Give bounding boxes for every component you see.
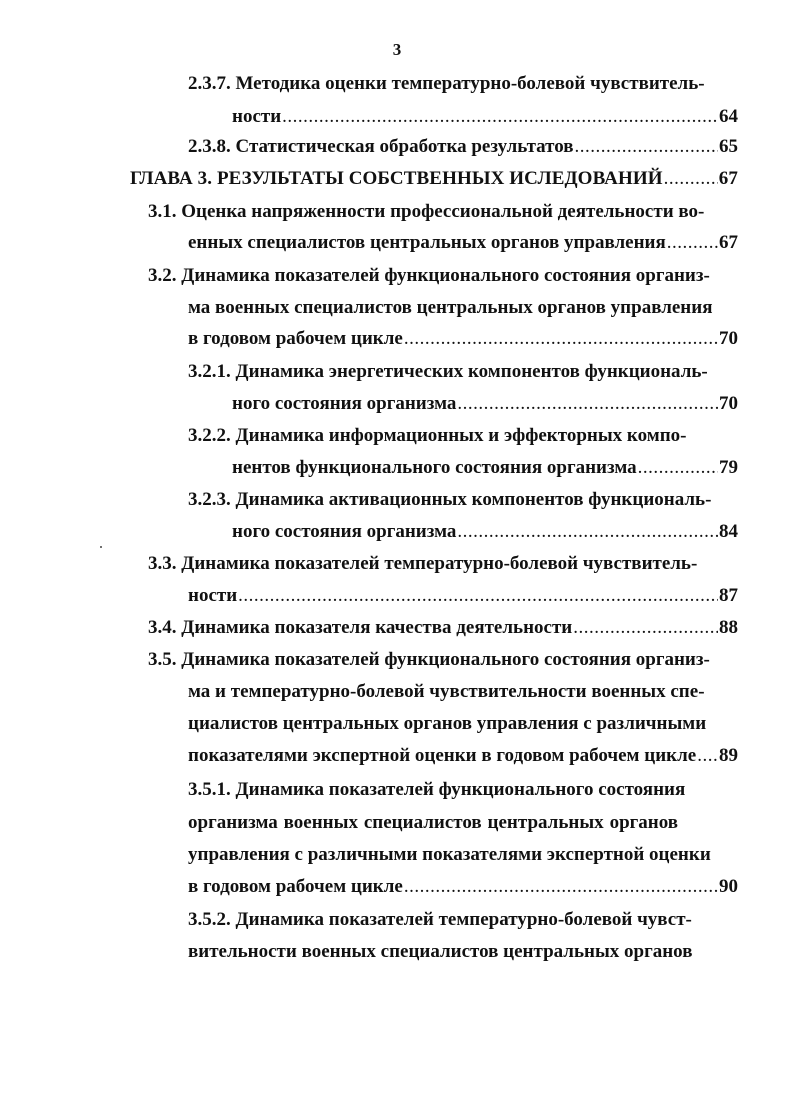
- toc-3-2-text: в годовом рабочем цикле: [188, 328, 403, 349]
- toc-leader-dots: [575, 134, 718, 160]
- toc-3-3-line-2: [188, 583, 738, 609]
- toc-2-3-7-line-2: [232, 104, 738, 130]
- toc-leader-dots: [457, 391, 718, 417]
- toc-3-5-text: показателями экспертной оценки в годовом рабочем цикле: [188, 745, 697, 766]
- toc-2-3-7-page: 64: [719, 106, 738, 127]
- toc-3-5-line-2: ма и температурно-болевой чувствительности военных спе-: [188, 681, 705, 702]
- toc-3-2-3-page: 84: [719, 521, 738, 542]
- toc-3-2-line-3: [188, 326, 738, 352]
- toc-3-5-line-3: циалистов центральных органов управления с различными: [188, 713, 707, 734]
- toc-3-5-1-page: 90: [719, 876, 738, 897]
- toc-3-5-1-line-1: 3.5.1. Динамика показателей функционального состояния: [188, 779, 686, 800]
- toc-3-3-line-1: 3.3. Динамика показателей температурно-болевой чувствитель-: [148, 553, 698, 574]
- toc-3-5-2-line-2: вительности военных специалистов центральных органов: [188, 941, 693, 962]
- toc-3-4-text: 3.4. Динамика показателя качества деятельности: [148, 617, 573, 638]
- toc-leader-dots: [404, 874, 718, 900]
- toc-2-3-8-text: 2.3.8. Статистическая обработка результатов: [188, 136, 574, 157]
- toc-3-5-page: 89: [719, 745, 738, 766]
- toc-3-2-page: 70: [719, 328, 738, 349]
- toc-3-2-line-2: ма военных специалистов центральных органов управления: [188, 297, 713, 318]
- toc-3-2-3-line-1: 3.2.3. Динамика активационных компонентов функциональ-: [188, 489, 712, 510]
- toc-chapter-3: [130, 166, 738, 192]
- toc-leader-dots: [664, 166, 718, 192]
- toc-2-3-8: [188, 134, 738, 160]
- toc-leader-dots: [404, 326, 718, 352]
- toc-3-4-page: 88: [719, 617, 738, 638]
- toc-leader-dots: [667, 230, 718, 256]
- toc-2-3-8-page: 65: [719, 136, 738, 157]
- toc-chapter-3-page: 67: [718, 168, 738, 189]
- toc-3-1-page: 67: [719, 232, 738, 253]
- toc-chapter-3-text: ГЛАВА 3. РЕЗУЛЬТАТЫ СОБСТВЕННЫХ ИСЛЕДОВАНИЙ: [130, 168, 663, 189]
- toc-3-5-line-4: [188, 743, 738, 769]
- toc-3-2-1-line-2: [232, 391, 738, 417]
- toc-leader-dots: [638, 455, 718, 481]
- toc-3-1-line-1: 3.1. Оценка напряженности профессиональной деятельности во-: [148, 201, 705, 222]
- toc-3-2-1-page: 70: [719, 393, 738, 414]
- toc-3-4: [148, 615, 738, 641]
- toc-leader-dots: [697, 743, 718, 769]
- toc-3-2-2-text: нентов функционального состояния организма: [232, 457, 637, 478]
- toc-leader-dots: [238, 583, 718, 609]
- toc-3-5-line-1: 3.5. Динамика показателей функционального состояния организ-: [148, 649, 710, 670]
- toc-3-5-1-text: в годовом рабочем цикле: [188, 876, 403, 897]
- toc-3-5-1-line-2: организма военных специалистов центральных органов: [188, 812, 678, 833]
- toc-3-2-2-line-1: 3.2.2. Динамика информационных и эффекторных компо-: [188, 425, 687, 446]
- toc-3-2-line-1: 3.2. Динамика показателей функционального состояния организ-: [148, 265, 710, 286]
- toc-2-3-7-line-1: 2.3.7. Методика оценки температурно-болевой чувствитель-: [188, 73, 705, 94]
- toc-3-2-1-line-1: 3.2.1. Динамика энергетических компонентов функциональ-: [188, 361, 708, 382]
- toc-3-2-2-page: 79: [719, 457, 738, 478]
- toc-3-5-1-line-4: [188, 874, 738, 900]
- toc-3-5-2-line-1: 3.5.2. Динамика показателей температурно-болевой чувст-: [188, 909, 692, 930]
- toc-3-5-1-line-3: управления с различными показателями экспертной оценки: [188, 844, 711, 865]
- toc-3-2-3-text: ного состояния организма: [232, 521, 457, 542]
- toc-leader-dots: [457, 519, 718, 545]
- toc-3-3-text: ности: [188, 585, 238, 606]
- toc-leader-dots: [282, 104, 718, 130]
- margin-speck: [100, 546, 102, 548]
- toc-2-3-7-text: ности: [232, 106, 282, 127]
- toc-3-3-page: 87: [719, 585, 738, 606]
- toc-3-1-text: енных специалистов центральных органов управления: [188, 232, 666, 253]
- toc-3-2-2-line-2: [232, 455, 738, 481]
- toc-3-1-line-2: [188, 230, 738, 256]
- page-number: 3: [392, 40, 402, 59]
- toc-leader-dots: [573, 615, 718, 641]
- toc-3-2-3-line-2: [232, 519, 738, 545]
- toc-3-2-1-text: ного состояния организма: [232, 393, 457, 414]
